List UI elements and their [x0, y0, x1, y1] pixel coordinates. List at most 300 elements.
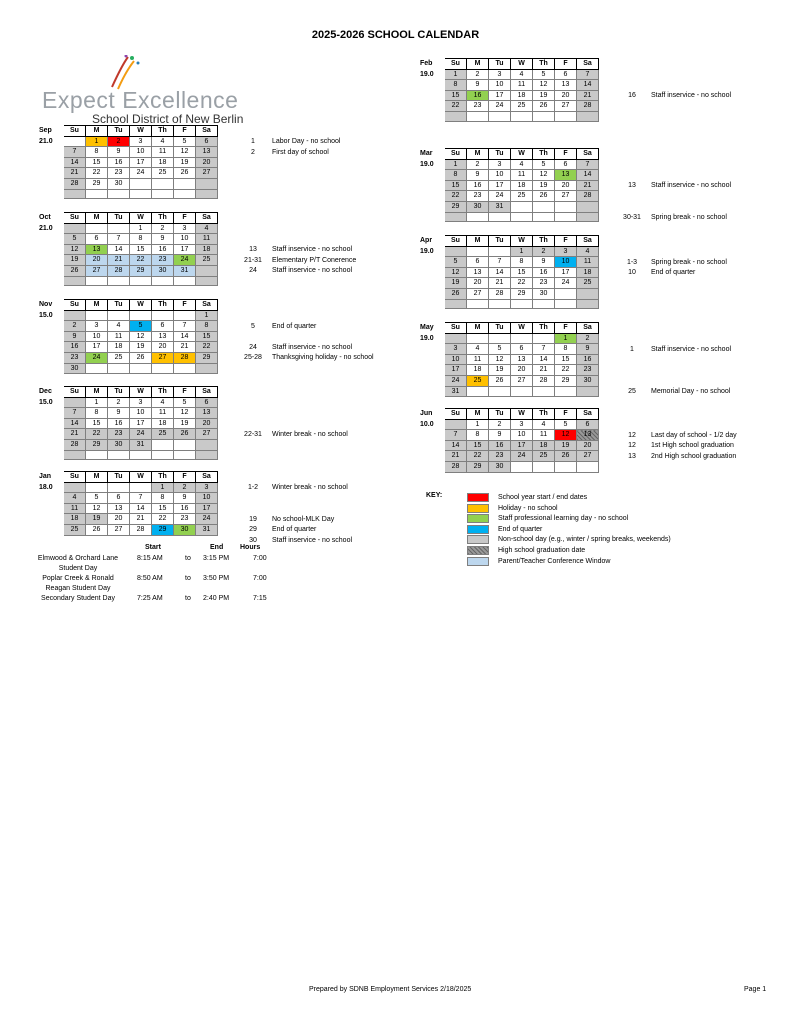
day-cell: 2 — [108, 397, 130, 408]
day-name-header: Su — [64, 472, 86, 483]
day-cell: 28 — [64, 439, 86, 450]
day-cell: 14 — [489, 267, 511, 278]
row-spacer — [38, 439, 64, 450]
day-name-header: M — [86, 472, 108, 483]
day-cell: 24 — [511, 451, 533, 462]
day-cell — [196, 450, 218, 460]
event-line — [615, 366, 731, 377]
day-cell: 20 — [86, 255, 108, 266]
day-cell: 5 — [445, 257, 467, 268]
day-cell: 20 — [467, 278, 489, 289]
day-cell: 8 — [130, 234, 152, 245]
month-name: Apr — [420, 237, 433, 244]
day-cell: 5 — [489, 344, 511, 355]
day-cell: 25 — [533, 451, 555, 462]
day-cell: 29 — [555, 375, 577, 386]
row-spacer — [38, 363, 64, 374]
key-color-swatch — [467, 525, 489, 534]
day-cell: 21 — [130, 514, 152, 525]
day-name-header: F — [555, 149, 577, 160]
row-spacer — [38, 450, 64, 460]
day-cell: 9 — [108, 408, 130, 419]
event-date: 1 — [251, 138, 255, 145]
key-color-swatch — [467, 504, 489, 513]
event-line — [615, 70, 731, 81]
day-name-header: Th — [152, 472, 174, 483]
day-cell: 17 — [555, 267, 577, 278]
day-cell — [64, 397, 86, 408]
day-cell: 29 — [86, 439, 108, 450]
event-date: 5 — [251, 322, 255, 330]
event-description: End of quarter — [272, 526, 317, 534]
day-cell — [489, 333, 511, 344]
day-cell — [577, 212, 599, 222]
day-cell: 17 — [86, 342, 108, 353]
day-name-header: Su — [445, 236, 467, 247]
day-cell — [86, 189, 108, 199]
event-line — [236, 137, 340, 148]
day-name-header: Tu — [108, 387, 130, 398]
day-cell: 10 — [555, 257, 577, 268]
day-cell: 14 — [130, 503, 152, 514]
day-name-header: W — [511, 236, 533, 247]
school-day-count: 15.0 — [39, 311, 53, 319]
day-cell — [64, 223, 86, 234]
day-cell: 21 — [577, 90, 599, 101]
event-date: 13 — [628, 452, 636, 460]
day-cell: 28 — [577, 101, 599, 112]
day-cell: 6 — [577, 419, 599, 430]
event-line — [236, 311, 374, 322]
day-cell: 19 — [489, 365, 511, 376]
day-cell — [467, 299, 489, 309]
page-title: 2025-2026 SCHOOL CALENDAR — [311, 29, 480, 41]
key-label: KEY: — [426, 492, 443, 499]
day-name-header: F — [555, 409, 577, 420]
event-date: 25-28 — [244, 354, 262, 362]
day-cell: 24 — [445, 375, 467, 386]
event-line — [615, 91, 731, 102]
day-cell: 9 — [533, 257, 555, 268]
day-cell: 2 — [108, 136, 130, 147]
day-cell: 30 — [108, 178, 130, 189]
day-cell: 6 — [555, 159, 577, 170]
day-cell: 13 — [577, 430, 599, 441]
day-cell: 7 — [533, 344, 555, 355]
month-name: Feb — [420, 60, 433, 67]
day-cell: 6 — [108, 493, 130, 504]
day-cell — [130, 310, 152, 321]
day-cell: 12 — [489, 354, 511, 365]
day-cell: 20 — [511, 365, 533, 376]
day-cell — [64, 310, 86, 321]
row-spacer — [419, 299, 445, 309]
row-spacer — [419, 267, 445, 278]
day-cell: 27 — [86, 265, 108, 276]
month-name: Sep — [39, 127, 52, 134]
day-cell: 18 — [196, 244, 218, 255]
day-name-header: M — [86, 300, 108, 311]
day-cell: 27 — [196, 168, 218, 179]
day-cell: 31 — [489, 201, 511, 212]
day-cell: 16 — [152, 244, 174, 255]
event-line — [615, 355, 731, 366]
row-spacer — [419, 354, 445, 365]
row-spacer — [419, 386, 445, 397]
event-description: Labor Day - no school — [272, 138, 341, 145]
day-cell — [196, 178, 218, 189]
day-name-header: W — [130, 213, 152, 224]
day-cell: 23 — [152, 255, 174, 266]
event-date: 30-31 — [623, 213, 641, 221]
day-cell: 5 — [555, 419, 577, 430]
day-cell — [196, 189, 218, 199]
row-spacer — [38, 157, 64, 168]
school-day-count: 19.0 — [420, 334, 434, 342]
event-date: 21-31 — [244, 256, 262, 264]
day-cell: 28 — [174, 352, 196, 363]
day-cell: 5 — [130, 321, 152, 332]
day-cell: 16 — [108, 157, 130, 168]
day-cell: 11 — [511, 170, 533, 181]
day-cell: 21 — [64, 168, 86, 179]
day-cell: 15 — [86, 157, 108, 168]
day-cell: 19 — [533, 180, 555, 191]
day-cell — [489, 386, 511, 397]
day-name-header: Su — [64, 300, 86, 311]
event-date: 13 — [628, 182, 636, 190]
event-description: Memorial Day - no school — [651, 387, 731, 395]
row-spacer — [419, 461, 445, 472]
day-cell: 12 — [64, 244, 86, 255]
day-cell: 9 — [467, 170, 489, 181]
day-cell: 29 — [152, 524, 174, 535]
day-cell: 22 — [555, 365, 577, 376]
day-cell: 29 — [86, 178, 108, 189]
day-name-header: Sa — [577, 323, 599, 334]
day-cell: 21 — [489, 278, 511, 289]
day-cell: 25 — [196, 255, 218, 266]
day-cell: 3 — [489, 159, 511, 170]
day-cell: 27 — [108, 524, 130, 535]
event-description: 2nd High school graduation — [651, 452, 737, 460]
school-name: Elmwood & Orchard Lane — [37, 555, 119, 562]
day-cell: 18 — [511, 180, 533, 191]
day-cell: 24 — [130, 168, 152, 179]
day-name-header: Th — [533, 323, 555, 334]
month-name: May — [420, 324, 434, 331]
key-color-swatch — [467, 535, 489, 544]
day-name-header: M — [467, 59, 489, 70]
month-events — [615, 70, 731, 102]
day-cell: 21 — [445, 451, 467, 462]
page-number: Page 1 — [744, 986, 767, 993]
day-cell: 8 — [445, 80, 467, 91]
day-cell: 16 — [174, 503, 196, 514]
day-name-header: M — [86, 213, 108, 224]
event-line — [236, 536, 352, 547]
day-cell: 5 — [64, 234, 86, 245]
school-day-count: 19.0 — [420, 247, 434, 255]
event-date: 24 — [249, 267, 257, 275]
event-date: 13 — [249, 246, 257, 254]
day-cell: 22 — [196, 342, 218, 353]
day-cell: 10 — [130, 147, 152, 158]
day-cell: 19 — [445, 278, 467, 289]
event-description: Last day of school - 1/2 day — [651, 431, 737, 439]
event-date: 29 — [249, 526, 257, 534]
key-description: Holiday - no school — [498, 504, 558, 512]
school-day-count: 19.0 — [420, 70, 434, 78]
event-line — [615, 181, 731, 192]
day-cell: 3 — [196, 482, 218, 493]
day-cell: 3 — [86, 321, 108, 332]
month-name: Dec — [39, 388, 52, 395]
day-cell: 8 — [196, 321, 218, 332]
day-cell: 30 — [64, 363, 86, 374]
row-spacer — [38, 514, 64, 525]
day-cell: 21 — [577, 180, 599, 191]
event-line — [236, 525, 352, 536]
day-cell: 23 — [577, 365, 599, 376]
day-cell: 25 — [511, 191, 533, 202]
day-cell: 15 — [445, 180, 467, 191]
day-cell: 25 — [64, 524, 86, 535]
row-spacer — [38, 321, 64, 332]
school-name-line2: Student Day — [58, 565, 98, 572]
event-description: Staff inservice - no school — [272, 267, 353, 275]
day-cell — [445, 333, 467, 344]
end-time: 3:15 PM — [203, 555, 230, 562]
school-day-count: 19.0 — [420, 160, 434, 168]
day-cell: 19 — [174, 418, 196, 429]
event-description: No school-MLK Day — [272, 515, 335, 523]
day-cell — [108, 450, 130, 460]
day-cell: 23 — [64, 352, 86, 363]
day-cell: 11 — [533, 430, 555, 441]
day-cell: 8 — [445, 170, 467, 181]
day-cell: 23 — [108, 168, 130, 179]
day-cell: 18 — [152, 418, 174, 429]
day-cell: 17 — [174, 244, 196, 255]
day-cell: 7 — [64, 147, 86, 158]
day-cell — [196, 276, 218, 286]
day-cell — [152, 189, 174, 199]
event-line — [236, 256, 356, 267]
day-name-header: M — [86, 387, 108, 398]
day-cell: 28 — [108, 265, 130, 276]
day-cell — [445, 419, 467, 430]
event-date: 2 — [251, 148, 255, 156]
month-apr — [418, 235, 598, 309]
day-cell: 22 — [445, 101, 467, 112]
day-cell — [108, 223, 130, 234]
day-cell — [555, 299, 577, 309]
day-cell: 28 — [489, 288, 511, 299]
daily-hours: 7:00 — [253, 555, 267, 562]
day-cell: 15 — [467, 440, 489, 451]
start-time: 7:25 AM — [137, 595, 163, 602]
row-spacer — [38, 493, 64, 504]
key-color-swatch — [467, 546, 489, 555]
row-spacer — [419, 440, 445, 451]
day-cell: 9 — [467, 80, 489, 91]
month-jun — [418, 408, 598, 473]
event-date: 12 — [628, 442, 636, 450]
day-cell: 1 — [86, 397, 108, 408]
day-cell: 29 — [511, 288, 533, 299]
event-line — [236, 343, 374, 354]
day-cell: 13 — [196, 147, 218, 158]
event-line — [615, 441, 737, 452]
day-cell: 12 — [533, 170, 555, 181]
day-cell: 9 — [174, 493, 196, 504]
day-cell: 26 — [86, 524, 108, 535]
event-line — [236, 148, 340, 159]
day-name-header: Sa — [196, 387, 218, 398]
event-line — [615, 420, 737, 431]
day-cell: 25 — [152, 429, 174, 440]
row-spacer — [38, 189, 64, 199]
day-cell — [445, 246, 467, 257]
day-cell: 2 — [152, 223, 174, 234]
event-line — [236, 322, 374, 333]
day-name-header: Sa — [196, 300, 218, 311]
day-cell: 1 — [196, 310, 218, 321]
day-cell — [196, 439, 218, 450]
day-cell — [174, 310, 196, 321]
row-spacer — [419, 101, 445, 112]
day-cell — [533, 386, 555, 397]
row-spacer — [419, 80, 445, 91]
day-cell: 18 — [577, 267, 599, 278]
day-cell: 24 — [489, 191, 511, 202]
day-cell: 6 — [86, 234, 108, 245]
day-cell: 11 — [467, 354, 489, 365]
day-cell — [130, 178, 152, 189]
month-mar — [418, 148, 598, 222]
day-name-header: Sa — [196, 472, 218, 483]
row-spacer — [419, 451, 445, 462]
day-cell — [577, 111, 599, 121]
day-cell: 31 — [130, 439, 152, 450]
day-cell: 31 — [445, 386, 467, 397]
day-cell: 5 — [174, 397, 196, 408]
day-cell: 26 — [130, 352, 152, 363]
day-cell: 12 — [555, 430, 577, 441]
event-description: Staff inservice - no school — [651, 92, 732, 100]
day-cell — [174, 439, 196, 450]
day-cell: 26 — [533, 191, 555, 202]
day-cell — [533, 299, 555, 309]
event-description: Staff inservice - no school — [651, 345, 732, 353]
day-cell: 5 — [533, 159, 555, 170]
month-name: Nov — [39, 301, 53, 308]
day-cell: 19 — [533, 90, 555, 101]
day-cell — [511, 333, 533, 344]
day-cell: 25 — [511, 101, 533, 112]
day-cell — [511, 212, 533, 222]
key-description: Staff professional learning day - no school — [498, 515, 629, 523]
day-cell — [445, 299, 467, 309]
day-cell: 26 — [489, 375, 511, 386]
district-logo — [40, 55, 275, 125]
day-cell: 26 — [555, 451, 577, 462]
day-cell — [174, 363, 196, 374]
month-events — [615, 334, 731, 398]
day-cell: 10 — [174, 234, 196, 245]
month-name: Oct — [39, 214, 51, 221]
day-name-header: Tu — [489, 236, 511, 247]
key-description: School year start / end dates — [498, 494, 588, 501]
day-cell — [86, 276, 108, 286]
day-name-header: Th — [533, 409, 555, 420]
event-line — [236, 494, 352, 505]
day-cell: 1 — [86, 136, 108, 147]
day-cell: 11 — [577, 257, 599, 268]
day-cell: 24 — [196, 514, 218, 525]
day-cell: 13 — [108, 503, 130, 514]
event-date: 10 — [628, 269, 636, 277]
start-header: Start — [145, 544, 161, 551]
day-name-header: Sa — [577, 59, 599, 70]
event-line — [236, 353, 374, 364]
day-cell: 7 — [445, 430, 467, 441]
day-cell: 24 — [555, 278, 577, 289]
event-line — [236, 504, 352, 515]
day-cell — [533, 111, 555, 121]
day-cell: 10 — [489, 170, 511, 181]
day-cell — [130, 482, 152, 493]
day-cell: 27 — [467, 288, 489, 299]
event-description: Staff inservice - no school — [272, 536, 353, 544]
day-cell — [152, 276, 174, 286]
day-cell: 31 — [196, 524, 218, 535]
day-cell: 26 — [174, 429, 196, 440]
end-time: 3:50 PM — [203, 575, 230, 582]
day-cell: 3 — [130, 136, 152, 147]
day-cell — [555, 111, 577, 121]
to-separator: to — [185, 575, 191, 582]
day-cell: 27 — [511, 375, 533, 386]
day-cell: 14 — [108, 244, 130, 255]
day-cell: 14 — [533, 354, 555, 365]
day-cell: 14 — [64, 157, 86, 168]
event-line — [236, 245, 356, 256]
event-line — [236, 332, 374, 343]
event-description: Elementary P/T Conerence — [272, 256, 357, 264]
school-name-line2: Reagan Student Day — [45, 585, 111, 592]
row-spacer — [38, 331, 64, 342]
day-cell — [152, 363, 174, 374]
day-cell: 23 — [467, 191, 489, 202]
day-cell: 15 — [152, 503, 174, 514]
day-cell — [130, 450, 152, 460]
event-line — [236, 409, 348, 420]
key-description: Parent/Teacher Conference Window — [498, 557, 611, 565]
day-cell — [108, 276, 130, 286]
event-description: Staff inservice - no school — [651, 182, 732, 190]
day-cell: 5 — [174, 136, 196, 147]
row-spacer — [38, 255, 64, 266]
day-cell: 27 — [152, 352, 174, 363]
to-separator: to — [185, 555, 191, 562]
key-color-swatch — [467, 514, 489, 523]
row-spacer — [419, 365, 445, 376]
day-cell: 18 — [467, 365, 489, 376]
event-date: 16 — [628, 92, 636, 100]
day-name-header: Th — [152, 300, 174, 311]
